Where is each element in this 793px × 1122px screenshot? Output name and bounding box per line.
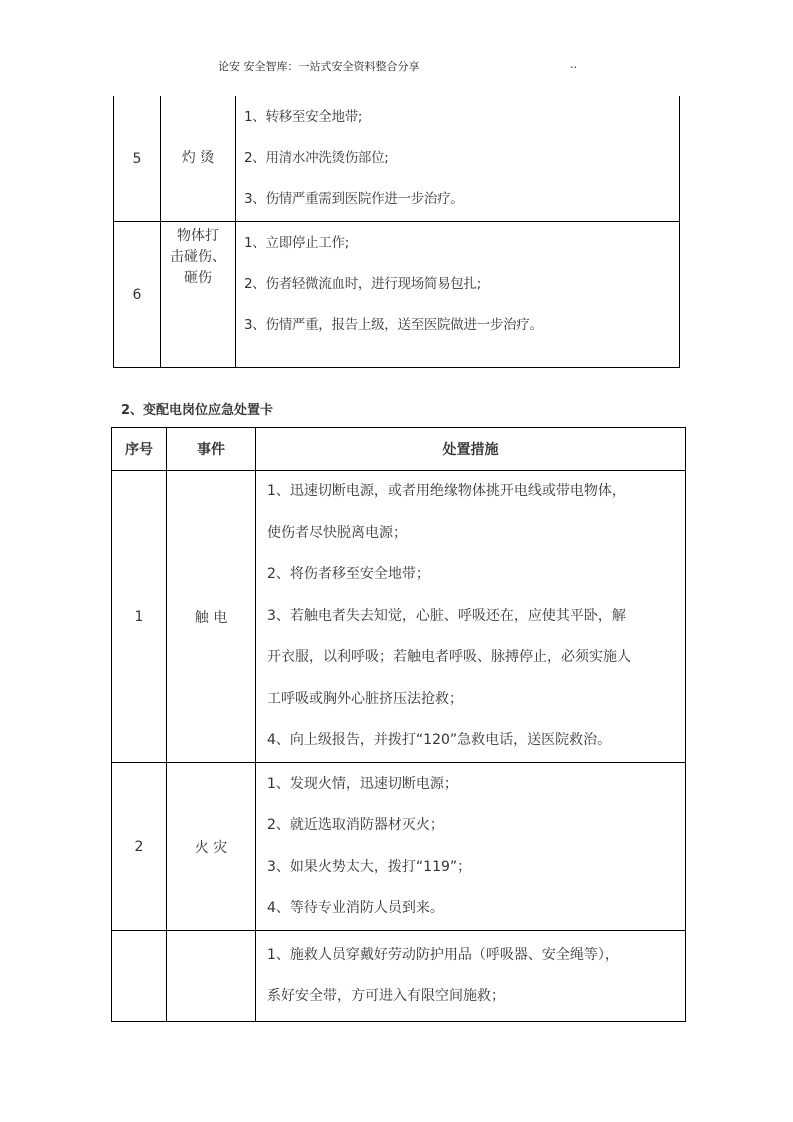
measure-line: 1、施救人员穿戴好劳动防护用品（呼吸器、安全绳等）， xyxy=(267,946,619,963)
measure-line: 2、用清水冲洗烫伤部位; xyxy=(244,150,389,166)
page-header xyxy=(0,58,793,78)
row-measures xyxy=(256,471,686,763)
substation-emergency-card-table xyxy=(111,427,686,1022)
table-row xyxy=(112,471,686,763)
table-row xyxy=(112,763,686,931)
measure-line: 3、如果火势太大，拨打“119”； xyxy=(267,858,472,875)
row-event: 触 电 xyxy=(167,471,256,763)
event-line: 砸伤 xyxy=(184,270,212,286)
header-measures: 处置措施 xyxy=(256,428,686,471)
row-number: 6 xyxy=(114,222,161,368)
measure-line: 1、转移至安全地带; xyxy=(244,109,363,125)
table-header-row xyxy=(112,428,686,471)
table-row xyxy=(112,931,686,1022)
header-title: 论安 安全智库：一站式安全资料整合分享 xyxy=(218,60,420,73)
row-number: 1 xyxy=(112,471,167,763)
row-event xyxy=(167,931,256,1022)
measure-line: 4、向上级报告，并拨打“120”急救电话，送医院救治。 xyxy=(267,732,612,749)
header-event: 事件 xyxy=(167,428,256,471)
table-row xyxy=(114,96,680,222)
measure-line: 2、伤者轻微流血时，进行现场简易包扎; xyxy=(244,276,481,292)
measure-line: 3、伤情严重，报告上级，送至医院做进一步治疗。 xyxy=(244,317,543,333)
header-number: 序号 xyxy=(112,428,167,471)
row-event: 灼 烫 xyxy=(161,96,236,222)
measure-line: 系好安全带，方可进入有限空间施救； xyxy=(267,988,505,1004)
row-measures xyxy=(256,931,686,1022)
row-number: 2 xyxy=(112,763,167,931)
measure-line: 1、迅速切断电源，或者用绝缘物体挑开电线或带电物体， xyxy=(267,483,626,500)
measure-line: 1、立即停止工作; xyxy=(244,235,349,251)
row-number xyxy=(112,931,167,1022)
measure-line: 3、伤情严重需到医院作进一步治疗。 xyxy=(244,191,464,207)
measure-line: 2、就近选取消防器材灭火； xyxy=(267,817,444,833)
row-measures xyxy=(236,96,680,222)
table-row xyxy=(114,222,680,368)
measure-line: 3、若触电者失去知觉，心脏、呼吸还在，应使其平卧，解 xyxy=(267,607,626,624)
row-measures xyxy=(256,763,686,931)
measure-line: 1、发现火情，迅速切断电源； xyxy=(267,775,458,792)
section-title: 2、变配电岗位应急处置卡 xyxy=(121,403,274,418)
measure-line: 2、将伤者移至安全地带； xyxy=(267,566,430,583)
row-measures xyxy=(236,222,680,368)
measure-line: 4、等待专业消防人员到来。 xyxy=(267,900,444,916)
measure-line: 使伤者尽快脱离电源； xyxy=(267,524,407,541)
measure-line: 工呼吸或胸外心脏挤压法抢救； xyxy=(267,690,463,707)
emergency-table-continued xyxy=(113,96,680,368)
measure-line: 开衣服，以利呼吸；若触电者呼吸、脉搏停止，必须实施人 xyxy=(267,649,631,666)
row-number: 5 xyxy=(114,96,161,222)
event-line: 击碰伤、 xyxy=(170,249,226,265)
event-line: 物体打 xyxy=(177,228,219,244)
row-event: 火 灾 xyxy=(167,763,256,931)
row-event xyxy=(161,222,236,368)
header-right-mark: .. xyxy=(570,58,577,71)
